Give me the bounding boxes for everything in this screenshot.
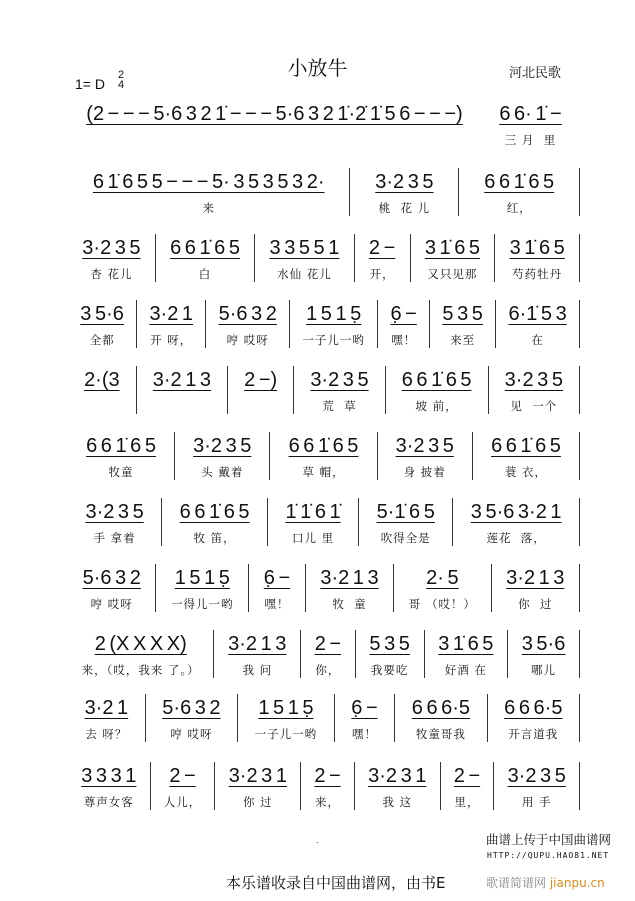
measure-lyric: 用 手 — [521, 795, 552, 809]
measure-notes: 6 1̇ 6 5 5 − − − 5· 3 5 3 5 3 2· — [92, 171, 325, 193]
measure — [335, 694, 395, 742]
measure-notes: 3·2 3 5 — [310, 369, 369, 391]
watermark-site-cn: 歌谱简谱网 — [486, 876, 550, 890]
measure-lyric: 坡 前， — [415, 399, 458, 413]
measure — [156, 234, 255, 282]
song-origin: 河北民歌 — [509, 66, 562, 81]
measure-notes: 5·6 3 2 — [162, 697, 221, 719]
score-row — [68, 498, 580, 546]
measure — [473, 432, 580, 480]
measure-notes: 6̣ − — [263, 567, 291, 589]
measure-notes: 1̇ 1̇ 6 1̇ — [285, 501, 341, 523]
measure — [175, 432, 270, 480]
score-row — [68, 168, 580, 216]
measure — [495, 234, 580, 282]
measure — [508, 630, 580, 678]
measure-lyric: 你 过 — [242, 795, 273, 809]
measure — [68, 432, 175, 480]
score-row — [68, 694, 580, 742]
measure — [206, 300, 290, 348]
measure — [378, 432, 473, 480]
measure-lyric: 哥 （哎！） — [408, 597, 476, 611]
measure-lyric: 你 过 — [518, 597, 553, 611]
measure — [386, 366, 489, 414]
measure — [249, 564, 306, 612]
measure — [441, 762, 495, 810]
measure — [411, 234, 496, 282]
measure-lyric: 尊声女客 — [83, 795, 134, 809]
time-signature — [118, 70, 124, 90]
measure — [395, 694, 487, 742]
measure-lyric: 芍药牡丹 — [512, 267, 563, 281]
measure — [270, 432, 377, 480]
measure — [355, 762, 441, 810]
measure-notes: 3·2 1 3 — [506, 567, 565, 589]
measure — [356, 630, 425, 678]
measure-lyric: 见 一个 — [510, 399, 558, 413]
measure-lyric: 在 — [531, 333, 544, 347]
measure — [355, 234, 411, 282]
measure-lyric: 你， — [315, 663, 341, 677]
score-row — [68, 300, 580, 348]
measure-notes: 3·2 1 — [84, 697, 129, 719]
measure-notes: 3·2 1 3 — [320, 567, 379, 589]
measure-notes: 3 3 3 1 — [81, 765, 137, 787]
measure-notes: 6·1̇ 5 3 — [508, 303, 567, 325]
measure-lyric: 嘿！ — [264, 597, 290, 611]
measure — [425, 630, 509, 678]
measure-lyric: 牧 笛， — [193, 531, 236, 545]
measure-lyric: 嘿！ — [391, 333, 417, 347]
measure-notes: 3·2 3 5 — [193, 435, 252, 457]
measure-notes: 3 1̇ 6 5 — [438, 633, 494, 655]
measure — [494, 762, 580, 810]
measure-notes: 3·2 3 1 — [368, 765, 427, 787]
measure-lyric: 来，（哎，我来 了。） — [81, 663, 200, 677]
watermark-url: HTTP://QUPU.HAO81.NET — [487, 851, 610, 860]
measure-notes: 3·2 3 5 — [82, 237, 141, 259]
measure-notes: 3·2 3 5 — [504, 369, 563, 391]
measure-lyric: 身 披着 — [403, 465, 446, 479]
measure-lyric: 我 问 — [242, 663, 273, 677]
measure-notes: 3 3 5 5 1 — [269, 237, 340, 259]
measure-lyric: 吹得全是 — [380, 531, 431, 545]
measure — [162, 498, 268, 546]
measure — [151, 762, 216, 810]
measure-notes: 2 (X X X X) — [94, 633, 187, 655]
measure-notes: 2 − — [169, 765, 196, 787]
measure-notes: 3·2 3 5 — [375, 171, 434, 193]
measure-lyric: 手 拿着 — [93, 531, 136, 545]
measure-lyric: 我 这 — [382, 795, 413, 809]
measure-notes: 6̣ − — [351, 697, 378, 719]
measure-notes: 3·2 1 3 — [228, 633, 287, 655]
measure — [489, 366, 580, 414]
time-top: 2 — [118, 69, 125, 81]
measure-notes: 2 − — [314, 633, 342, 655]
measure — [146, 694, 238, 742]
source-note: 本乐谱收录自中国曲谱网，由书E — [226, 874, 446, 892]
measure-notes: 5·6 3 2 — [82, 567, 141, 589]
dot-mark: . — [316, 836, 319, 845]
measure-lyric: 牧 童 — [332, 597, 367, 611]
measure-notes: 1 5 1 5̣ — [306, 303, 362, 325]
measure-lyric: 白 — [198, 267, 212, 281]
measure — [394, 564, 491, 612]
measure-notes: 2· 5 — [426, 567, 459, 589]
measure-lyric: 哼 哎呀 — [226, 333, 269, 347]
measure-notes: 5·1̇ 6 5 — [376, 501, 435, 523]
measure-lyric: 一子儿一哟 — [254, 727, 318, 741]
measure-lyric: 嘿！ — [351, 727, 377, 741]
measure-notes: 6 6 1̇ 6 5 — [401, 369, 472, 391]
measure-notes: 2·(3 — [84, 369, 120, 391]
measure-lyric: 哪儿 — [531, 663, 557, 677]
measure-notes: 3 1̇ 6 5 — [424, 237, 481, 259]
score-row — [68, 234, 580, 282]
measure-notes: 3·2 1 — [149, 303, 194, 325]
song-title: 小放牛 — [287, 56, 348, 80]
measure — [68, 234, 156, 282]
measure-notes: 2 − — [453, 765, 481, 787]
measure — [156, 564, 249, 612]
measure-lyric: 来至 — [450, 333, 476, 347]
measure-notes: 2 −) — [244, 369, 278, 391]
measure-notes: 3 5·6 — [80, 303, 124, 325]
measure-notes: 3 5·6 — [521, 633, 566, 655]
measure — [214, 630, 301, 678]
measure-notes: 3·2 3 5 — [395, 435, 454, 457]
measure — [228, 366, 294, 414]
measure — [268, 498, 359, 546]
measure-lyric: 桃 花 儿 — [378, 201, 431, 215]
watermark-line1: 曲谱上传于中国曲谱网 — [486, 832, 612, 847]
measure-lyric: 里， — [454, 795, 480, 809]
measure — [459, 168, 580, 216]
measure-notes: 3 1̇ 6 5 — [509, 237, 565, 259]
measure-lyric: 三 月 里 — [504, 133, 557, 147]
measure — [453, 498, 580, 546]
measure — [430, 300, 496, 348]
measure — [481, 100, 580, 148]
measure-notes: 6 6 1̇ 6 5 — [288, 435, 359, 457]
watermark-site-domain: jianpu.cn — [549, 876, 605, 890]
measure-notes: 6̣ − — [390, 303, 417, 325]
measure-notes: 2 − — [314, 765, 341, 787]
measure — [496, 300, 580, 348]
measure-lyric: 红， — [506, 201, 532, 215]
measure-notes: 3·2 3 5 — [507, 765, 566, 787]
measure-notes: 6 6 1̇ 6 5 — [170, 237, 240, 259]
measure-lyric: 又只见那 — [427, 267, 478, 281]
measure-lyric: 哼 哎呀 — [170, 727, 213, 741]
measure-notes: 3·2 3 5 — [85, 501, 144, 523]
measure-notes: 5 3 5 — [369, 633, 410, 655]
measure-notes: 6 6 1̇ 6 5 — [179, 501, 250, 523]
measure — [68, 366, 137, 414]
measure — [255, 234, 354, 282]
measure-lyric: 全都 — [89, 333, 115, 347]
measure-lyric: 一得儿一哟 — [171, 597, 234, 611]
measure — [137, 300, 206, 348]
watermark-site — [486, 874, 605, 891]
measure — [301, 630, 356, 678]
measure — [68, 300, 137, 348]
measure-lyric: 人儿， — [163, 795, 202, 809]
measure-notes: 5 3 5 — [442, 303, 483, 325]
score-row — [68, 100, 580, 148]
measure-lyric: 杏 花儿 — [90, 267, 133, 281]
measure-notes: 6 6 6·5 — [504, 697, 563, 719]
measure-lyric: 开 呀， — [150, 333, 193, 347]
measure-lyric: 水仙 花儿 — [277, 267, 332, 281]
key-signature: 1= D — [75, 76, 105, 92]
measure-notes: 3·2 1 3 — [152, 369, 212, 391]
measure-lyric: 荒 草 — [322, 399, 357, 413]
measure-lyric: 莲花 落， — [486, 531, 546, 545]
measure-notes: 6 6 1̇ 6 5 — [86, 435, 156, 457]
measure-notes: 6 6 1̇ 6 5 — [484, 171, 555, 193]
measure-lyric: 开言道我 — [508, 727, 559, 741]
measure-notes: 6 6 1̇ 6 5 — [491, 435, 561, 457]
measure — [68, 694, 146, 742]
score-row — [68, 366, 580, 414]
measure — [378, 300, 430, 348]
measure-notes: (2 − − − 5·6 3 2 1̇ − − − 5·6 3 2 1̇·2̇ 1̇ 5 6 − − −) — [86, 103, 463, 125]
measure-lyric: 来， — [315, 795, 341, 809]
measure-notes: 1 5 1 5̣ — [258, 697, 314, 719]
measure — [68, 100, 481, 148]
measure — [350, 168, 459, 216]
measure-lyric: 草 帽， — [302, 465, 345, 479]
score-row — [68, 564, 580, 612]
measure-lyric: 来 — [202, 201, 215, 215]
measure — [68, 498, 162, 546]
measure-notes: 5·6 3 2 — [218, 303, 277, 325]
measure-notes: 6 6 6·5 — [411, 697, 471, 719]
measure-notes: 1 5 1 5̣ — [174, 567, 230, 589]
measure-lyric: 蓑 衣， — [504, 465, 548, 479]
measure-lyric: 好酒 在 — [444, 663, 487, 677]
measure-lyric: 开， — [369, 267, 395, 281]
time-bottom: 4 — [118, 79, 125, 91]
score-row — [68, 630, 580, 678]
measure — [488, 694, 580, 742]
measure-lyric: 去 呀？ — [85, 727, 128, 741]
measure-notes: 6 6· 1̇ − — [499, 103, 562, 125]
measure-lyric: 我要吃 — [370, 663, 409, 677]
measure-lyric: 牧童 — [108, 465, 134, 479]
measure — [68, 762, 151, 810]
score-row — [68, 432, 580, 480]
measure-notes: 3 5·6 3·2 1 — [470, 501, 562, 523]
measure-lyric: 口儿 里 — [291, 531, 335, 545]
measure — [294, 366, 385, 414]
measure — [68, 168, 350, 216]
measure-lyric: 哼 哎呀 — [90, 597, 133, 611]
score-row — [68, 762, 580, 810]
measure-notes: 2 − — [368, 237, 396, 259]
measure — [301, 762, 355, 810]
measure — [68, 564, 156, 612]
measure-notes: 3·2 3 1 — [228, 765, 287, 787]
measure — [306, 564, 394, 612]
measure-lyric: 牧童哥我 — [415, 727, 466, 741]
measure — [137, 366, 228, 414]
measure-lyric: 一子儿一哟 — [302, 333, 365, 347]
measure — [290, 300, 378, 348]
measure-lyric: 头 戴着 — [201, 465, 244, 479]
measure — [215, 762, 301, 810]
measure — [359, 498, 453, 546]
measure — [238, 694, 335, 742]
measure — [68, 630, 214, 678]
measure — [492, 564, 580, 612]
